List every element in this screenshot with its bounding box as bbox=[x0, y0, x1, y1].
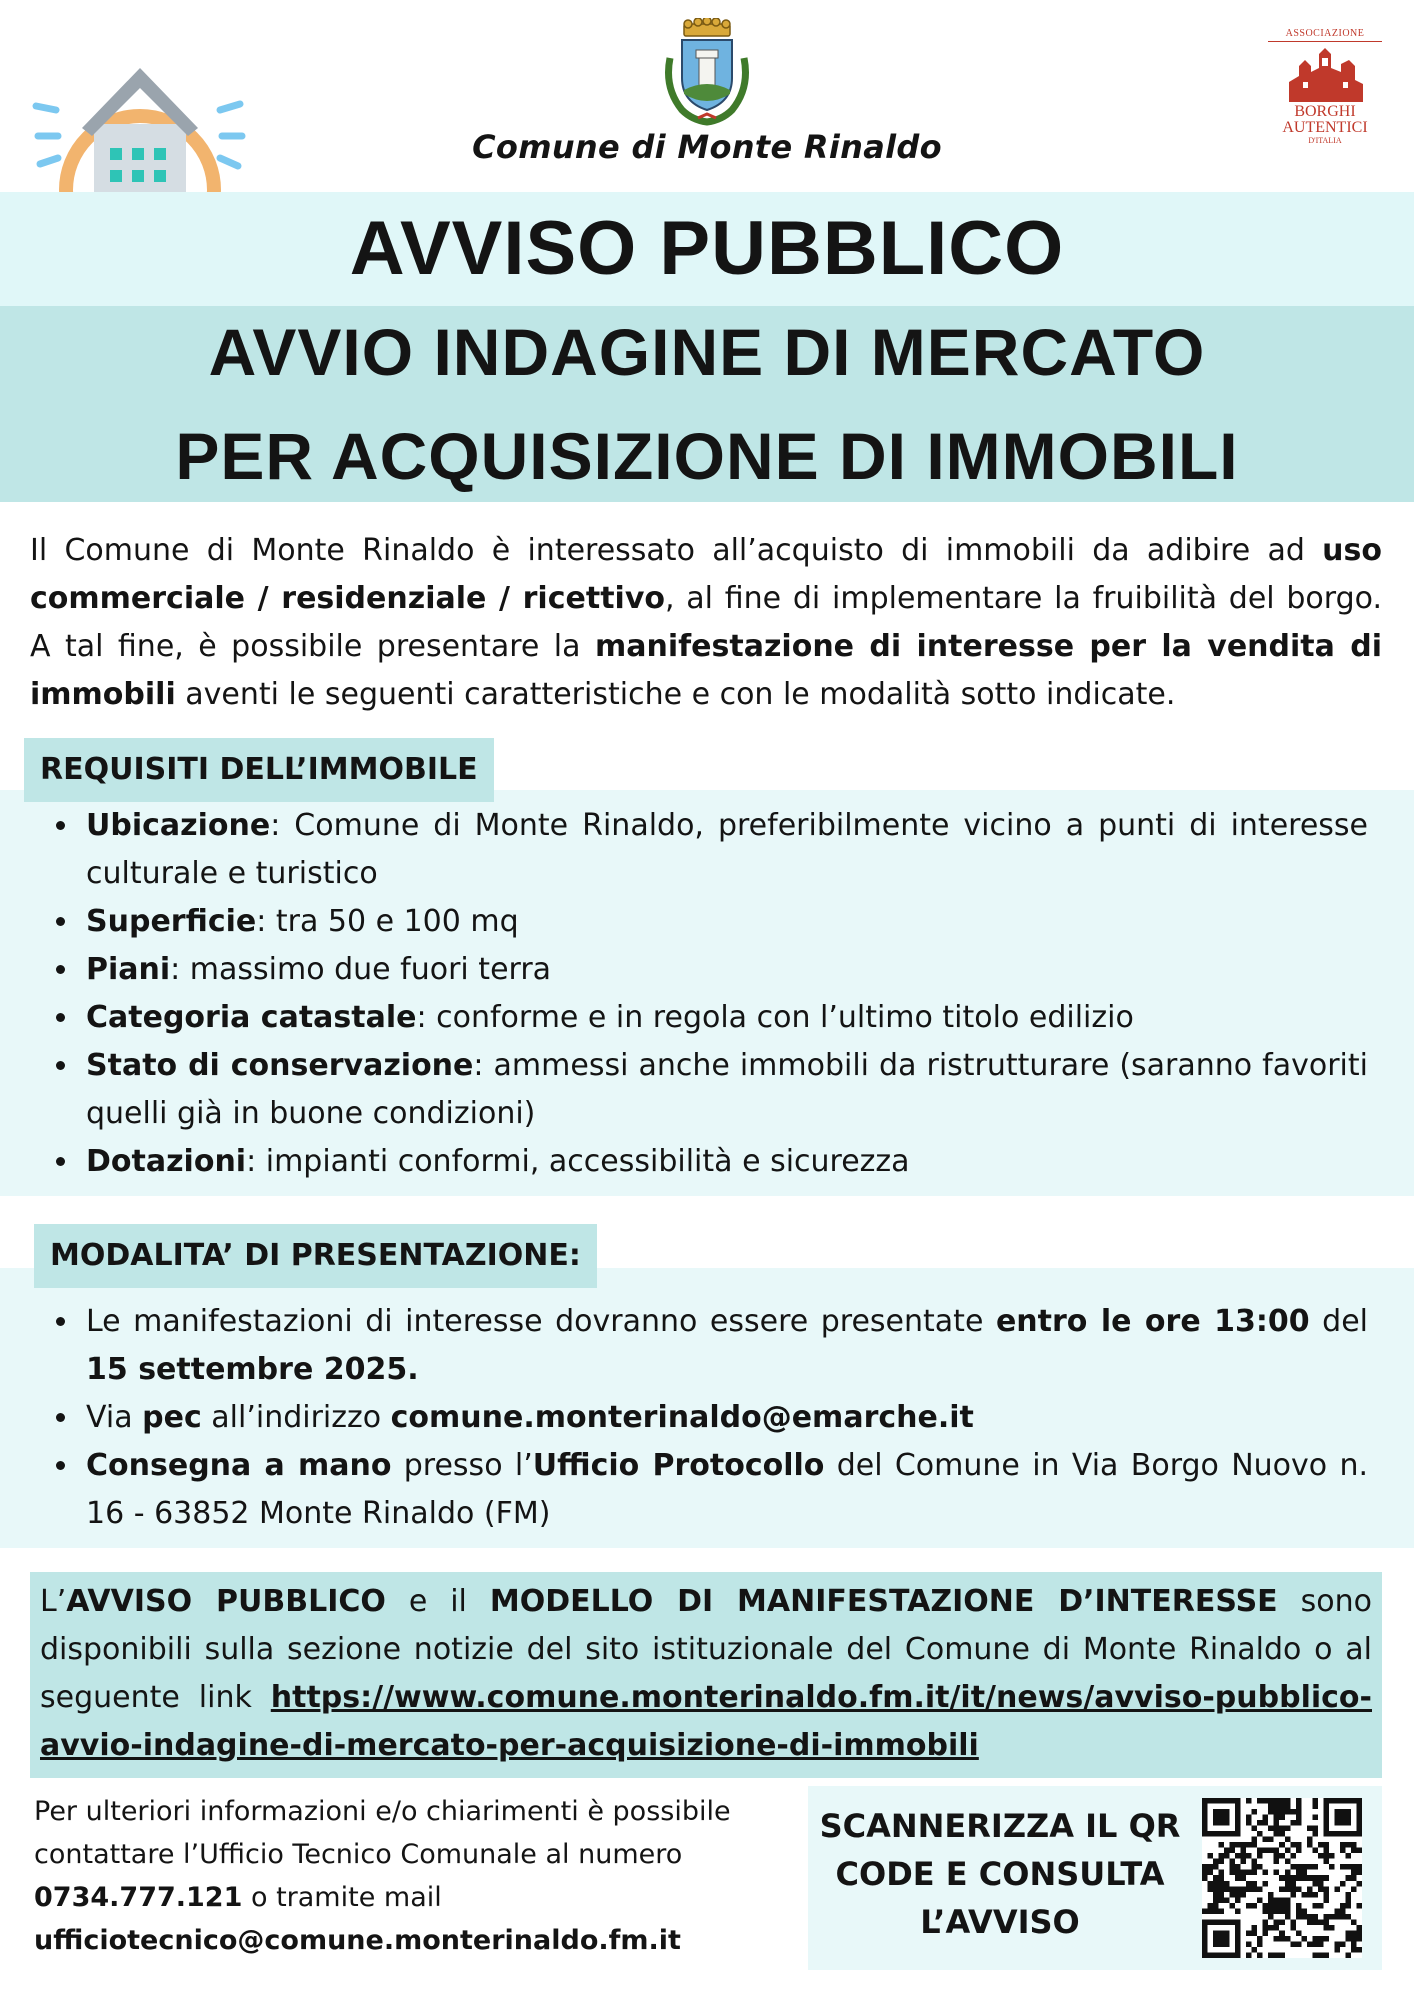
page-title: AVVISO PUBBLICO bbox=[349, 206, 1065, 291]
contact-info: Per ulteriori informazioni e/o chiarimenti è possibile contattare l’Ufficio Tecnico Comunale al numero 0734.777.121 o tramite mail ufficiotecnico@comune.monterinaldo.fm.it bbox=[34, 1796, 731, 1956]
coat-of-arms-icon bbox=[662, 18, 752, 128]
qr-code[interactable] bbox=[1202, 1798, 1362, 1958]
list-item: Le manifestazioni di interesse dovranno essere presentate entro le ore 13:00 del 15 settembre 2025. bbox=[30, 1298, 1368, 1394]
contact-email[interactable]: ufficiotecnico@comune.monterinaldo.fm.it bbox=[34, 1925, 681, 1956]
comune-name: Comune di Monte Rinaldo bbox=[472, 128, 942, 166]
logo-line3: D'ITALIA bbox=[1308, 136, 1342, 145]
list-item: Consegna a mano presso l’Ufficio Protocollo del Comune in Via Borgo Nuovo n. 16 - 63852 Monte Rinaldo (FM) bbox=[30, 1442, 1368, 1538]
list-item: Dotazioni: impianti conformi, accessibilità e sicurezza bbox=[30, 1138, 1368, 1186]
logo-line1: BORGHI bbox=[1294, 103, 1356, 120]
requisiti-heading: REQUISITI DELL’IMMOBILE bbox=[24, 738, 494, 802]
list-item: Ubicazione: Comune di Monte Rinaldo, preferibilmente vicino a punti di interesse culturale e turistico bbox=[30, 802, 1368, 898]
requisiti-list bbox=[30, 802, 1368, 1186]
modalita-list bbox=[30, 1298, 1368, 1538]
qr-caption: SCANNERIZZA IL QR CODE E CONSULTA L’AVVISO bbox=[819, 1807, 1181, 1941]
borghi-autentici-logo bbox=[1268, 28, 1382, 168]
phone-number[interactable]: 0734.777.121 bbox=[34, 1882, 243, 1913]
availability-text: L’AVVISO PUBBLICO e il MODELLO DI MANIFESTAZIONE D’INTERESSE sono disponibili sulla sezione notizie del sito istituzionale del Comune di Monte Rinaldo o al seguente link https://www.comune.monterinaldo.fm.it/it/news/avviso-pubblico-avvio-indagine-di-mercato-per-acquisizione-di-immobili bbox=[40, 1584, 1372, 1763]
subtitle-line-2: PER ACQUISIZIONE DI IMMOBILI bbox=[175, 419, 1239, 493]
news-link[interactable]: https://www.comune.monterinaldo.fm.it/it/news/avviso-pubblico-avvio-indagine-di-mercato-per-acquisizione-di-immobili bbox=[40, 1680, 1372, 1763]
intro-paragraph: Il Comune di Monte Rinaldo è interessato all’acquisto di immobili da adibire ad uso commerciale / residenziale / ricettivo, al fine di implementare la fruibilità del borgo. A tal fine, è possibile presentare la manifestazione di interesse per la vendita di immobili aventi le seguenti caratteristiche e con le modalità sotto indicate. bbox=[30, 533, 1382, 712]
list-item: Superficie: tra 50 e 100 mq bbox=[30, 898, 1368, 946]
list-item: Piani: massimo due fuori terra bbox=[30, 946, 1368, 994]
logo-top-text: ASSOCIAZIONE bbox=[1268, 28, 1382, 42]
subtitle-line-1: AVVIO INDAGINE DI MERCATO bbox=[208, 315, 1206, 389]
modalita-heading: MODALITA’ DI PRESENTAZIONE: bbox=[34, 1224, 597, 1288]
logo-line2: AUTENTICI bbox=[1282, 119, 1368, 136]
list-item: Via pec all’indirizzo comune.monterinaldo@emarche.it bbox=[30, 1394, 1368, 1442]
list-item: Categoria catastale: conforme e in regola con l’ultimo titolo edilizio bbox=[30, 994, 1368, 1042]
qr-box bbox=[808, 1786, 1382, 1970]
borgo-skyline-icon bbox=[1285, 46, 1365, 104]
availability-box bbox=[30, 1572, 1382, 1778]
list-item: Stato di conservazione: ammessi anche immobili da ristrutturare (saranno favoriti quelli già in buone condizioni) bbox=[30, 1042, 1368, 1138]
